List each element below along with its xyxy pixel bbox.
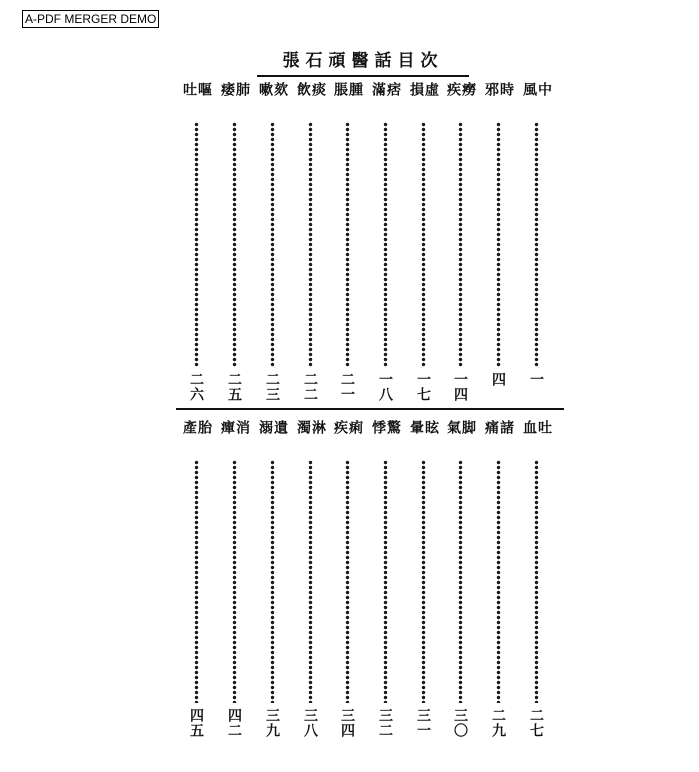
leader-dots	[232, 122, 237, 367]
toc-entry-title-char: 胎	[196, 420, 212, 435]
leader-dots	[383, 122, 388, 367]
leader-dots	[496, 122, 501, 367]
toc-entry-title-char: 消	[234, 420, 250, 435]
toc-entry-title-char: 肺	[234, 82, 250, 97]
toc-entry-title-char: 脹	[332, 82, 348, 97]
toc-entry-title-char: 產	[181, 420, 197, 435]
toc-entry-title	[408, 82, 438, 122]
leader-dots	[534, 122, 539, 367]
toc-entry-title	[295, 82, 325, 122]
toc-entry	[332, 420, 362, 748]
toc-entry-title	[445, 82, 475, 122]
leader-dots	[232, 460, 237, 703]
page-number: 三四	[339, 708, 355, 738]
toc-entry	[408, 82, 438, 412]
toc-entry	[257, 420, 287, 748]
toc-entry-title	[219, 420, 249, 460]
toc-entry-title-char: 嗽	[257, 82, 273, 97]
page-number: 二七	[528, 708, 544, 738]
page-number: 一四	[452, 372, 468, 402]
toc-entry-title-char: 遺	[272, 420, 288, 435]
toc-entry	[181, 82, 211, 412]
toc-entry	[181, 420, 211, 748]
toc-entry-title-char: 諸	[498, 420, 514, 435]
leader-dots	[194, 122, 199, 367]
toc-entry-title	[295, 420, 325, 460]
leader-dots	[308, 122, 313, 367]
toc-entry-title-char: 悸	[370, 420, 386, 435]
toc-entry-title-char: 溺	[257, 420, 273, 435]
toc-entry-title	[521, 420, 551, 460]
leader-dots	[308, 460, 313, 703]
page-number: 二三	[264, 372, 280, 402]
toc-entry-title-char: 虛	[423, 82, 439, 97]
toc-entry-title-char: 痢	[347, 420, 363, 435]
toc-entry-title-char: 痞	[385, 82, 401, 97]
toc-entry	[219, 82, 249, 412]
toc-entry-title	[445, 420, 475, 460]
page-number: 二二	[302, 372, 318, 402]
toc-entry-title-char: 風	[521, 82, 537, 97]
leader-dots	[270, 460, 275, 703]
toc-entry-title-char: 損	[408, 82, 424, 97]
toc-entry-title-char: 疾	[332, 420, 348, 435]
toc-entry-title-char: 疾	[445, 82, 461, 97]
toc-entry-title-char: 滿	[370, 82, 386, 97]
page-number: 一	[528, 372, 544, 387]
leader-dots	[345, 122, 350, 367]
leader-dots	[534, 460, 539, 703]
leader-dots	[496, 460, 501, 703]
page-number: 二六	[188, 372, 204, 402]
leader-dots	[421, 122, 426, 367]
toc-entry-title	[181, 82, 211, 122]
leader-dots	[383, 460, 388, 703]
page-number: 四二	[226, 708, 242, 738]
page-number: 二九	[490, 708, 506, 738]
leader-dots	[421, 460, 426, 703]
toc-entry-title-char: 吐	[536, 420, 552, 435]
toc-entry-title-char: 暈	[408, 420, 424, 435]
toc-entry-title	[483, 82, 513, 122]
toc-entry-title-char: 脚	[460, 420, 476, 435]
toc-entry-title	[181, 420, 211, 460]
toc-entry-title	[521, 82, 551, 122]
toc-entry	[408, 420, 438, 748]
toc-entry-title	[219, 82, 249, 122]
leader-dots	[458, 122, 463, 367]
page-number: 一八	[377, 372, 393, 402]
page-number: 二五	[226, 372, 242, 402]
toc-entry-title	[370, 420, 400, 460]
toc-entry-title-char: 吐	[181, 82, 197, 97]
toc-entry-title-char: 邪	[483, 82, 499, 97]
toc-entry	[295, 420, 325, 748]
toc-entry	[521, 82, 551, 412]
toc-entry-title	[370, 82, 400, 122]
leader-dots	[345, 460, 350, 703]
toc-entry	[483, 82, 513, 412]
toc-entry-title	[408, 420, 438, 460]
page-number: 四	[490, 372, 506, 387]
page-number: 三九	[264, 708, 280, 738]
toc-entry-title-char: 氣	[445, 420, 461, 435]
toc-entry-title-char: 驚	[385, 420, 401, 435]
toc-entry-title-char: 痛	[483, 420, 499, 435]
toc-entry-title-char: 血	[521, 420, 537, 435]
toc-entry-title-char: 眩	[423, 420, 439, 435]
toc-entry-title-char: 淋	[310, 420, 326, 435]
toc-entry-title	[332, 82, 362, 122]
toc-entry	[219, 420, 249, 748]
page-number: 一七	[415, 372, 431, 402]
page-number: 三一	[415, 708, 431, 738]
leader-dots	[270, 122, 275, 367]
leader-dots	[458, 460, 463, 703]
toc-entry	[445, 82, 475, 412]
title-underline	[257, 75, 469, 77]
toc-entry	[370, 82, 400, 412]
page-number: 三〇	[452, 708, 468, 738]
watermark-label: A-PDF MERGER DEMO	[22, 10, 159, 28]
toc-entry-title-char: 欬	[272, 82, 288, 97]
toc-entry-title-char: 飲	[295, 82, 311, 97]
toc-entry	[445, 420, 475, 748]
leader-dots	[194, 460, 199, 703]
page-number: 四五	[188, 708, 204, 738]
toc-entry-title-char: 時	[498, 82, 514, 97]
toc-entry	[521, 420, 551, 748]
page-number: 二一	[339, 372, 355, 402]
toc-entry-title-char: 癆	[460, 82, 476, 97]
toc-entry	[332, 82, 362, 412]
toc-entry-title-char: 中	[536, 82, 552, 97]
page-number: 三二	[377, 708, 393, 738]
toc-entry-title	[483, 420, 513, 460]
toc-entry-title-char: 腫	[347, 82, 363, 97]
toc-entry-title-char: 痿	[219, 82, 235, 97]
page-number: 三八	[302, 708, 318, 738]
toc-entry	[257, 82, 287, 412]
toc-entry-title	[257, 82, 287, 122]
toc-entry	[483, 420, 513, 748]
toc-entry-title-char: 濁	[295, 420, 311, 435]
page-title: 張石頑醫話目次	[282, 51, 444, 71]
toc-entry-title	[257, 420, 287, 460]
toc-entry	[295, 82, 325, 412]
toc-entry	[370, 420, 400, 748]
toc-entry-title	[332, 420, 362, 460]
toc-entry-title-char: 痰	[310, 82, 326, 97]
toc-entry-title-char: 癉	[219, 420, 235, 435]
table-of-contents-page	[160, 30, 570, 760]
toc-entry-title-char: 嘔	[196, 82, 212, 97]
